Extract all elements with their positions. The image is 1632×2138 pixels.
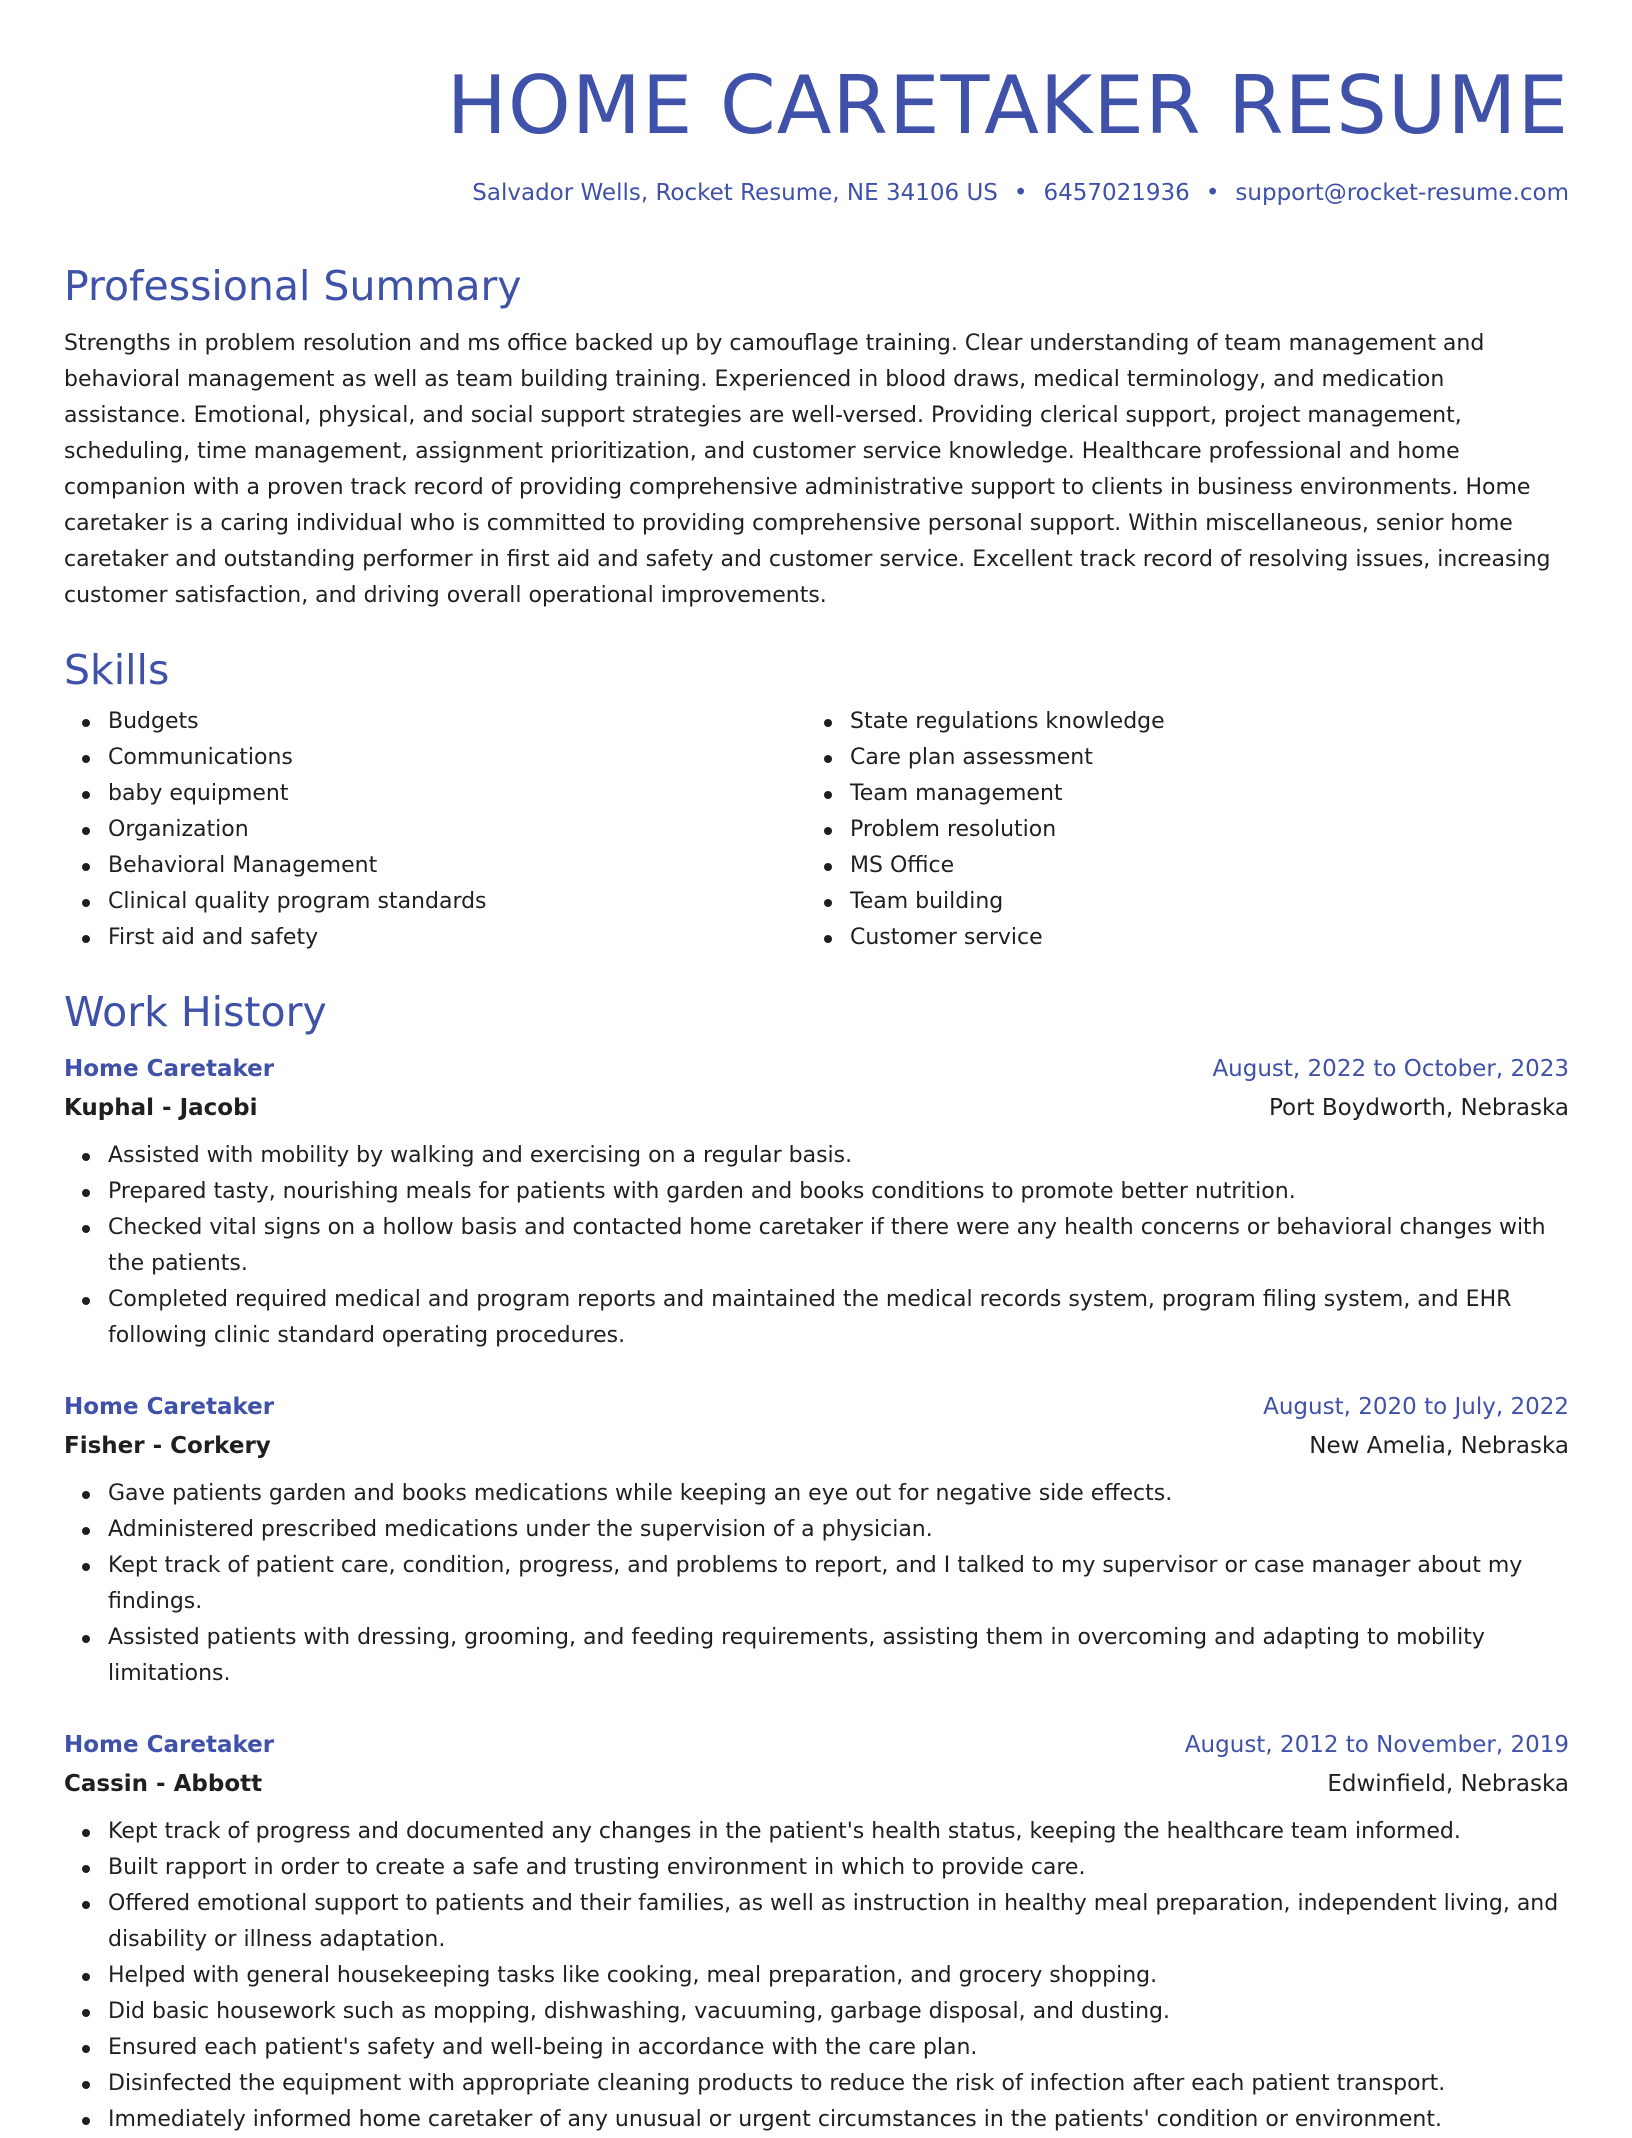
contact-separator: • (1205, 180, 1220, 206)
job-location: Edwinfield, Nebraska (1327, 1771, 1569, 1797)
work-history-heading: Work History (64, 988, 327, 1036)
skill-item: Clinical quality program standards (108, 884, 806, 920)
skill-item: Care plan assessment (850, 740, 1165, 776)
job-entry (64, 1388, 1569, 1692)
job-bullet: Gave patients garden and books medications while keeping an eye out for negative side effects. (108, 1476, 1569, 1512)
job-title: Home Caretaker (64, 1732, 275, 1758)
job-bullet: Administered prescribed medications under the supervision of a physician. (108, 1512, 1569, 1548)
job-entry (64, 1050, 1569, 1354)
job-bullet: Assisted with mobility by walking and exercising on a regular basis. (108, 1138, 1569, 1174)
skill-item: Customer service (850, 920, 1165, 956)
job-bullet: Did basic housework such as mopping, dishwashing, vacuuming, garbage disposal, and dusting. (108, 1994, 1569, 2030)
skill-item: Communications (108, 740, 806, 776)
skill-item: Organization (108, 812, 806, 848)
skills-list (64, 704, 1569, 956)
job-company: Cassin - Abbott (64, 1771, 263, 1797)
job-dates: August, 2020 to July, 2022 (1263, 1394, 1569, 1420)
job-subheader (64, 1426, 1569, 1466)
job-bullet: Completed required medical and program reports and maintained the medical records system, program filing system, and EHR following clinic standard operating procedures. (108, 1282, 1569, 1354)
summary-text: Strengths in problem resolution and ms office backed up by camouflage training. Clear understanding of team management and behavioral management as well as team building training. Experienced in blood draws, medical terminology, and medication assistance. Emotional, physical, and social support strategies are well-versed. Providing clerical support, project management, scheduling, time management, assignment prioritization, and customer service knowledge. Healthcare professional and home companion with a proven track record of providing comprehensive administrative support to clients in business environments. Home caretaker is a caring individual who is committed to providing comprehensive personal support. Within miscellaneous, senior home caretaker and outstanding performer in first aid and safety and customer service. Excellent track record of resolving issues, increasing customer satisfaction, and driving overall operational improvements. (64, 331, 1551, 608)
job-bullet: Assisted patients with dressing, grooming, and feeding requirements, assisting them in overcoming and adapting to mobility limitations. (108, 1620, 1569, 1692)
job-header (64, 1388, 1569, 1426)
job-subheader (64, 1764, 1569, 1804)
job-bullet: Built rapport in order to create a safe and trusting environment in which to provide care. (108, 1850, 1569, 1886)
job-bullet: Disinfected the equipment with appropriate cleaning products to reduce the risk of infection after each patient transport. (108, 2066, 1569, 2102)
job-bullet: Kept track of progress and documented any changes in the patient's health status, keeping the healthcare team informed. (108, 1814, 1569, 1850)
skills-column-left (64, 704, 806, 956)
skills-heading: Skills (64, 646, 170, 694)
contact-phone: 6457021936 (1043, 180, 1190, 206)
job-title: Home Caretaker (64, 1394, 275, 1420)
contact-address: Salvador Wells, Rocket Resume, NE 34106 US (472, 180, 998, 206)
skill-item: Team building (850, 884, 1165, 920)
job-dates: August, 2022 to October, 2023 (1212, 1056, 1569, 1082)
job-company: Kuphal - Jacobi (64, 1095, 258, 1121)
job-header (64, 1050, 1569, 1088)
job-title: Home Caretaker (64, 1056, 275, 1082)
skill-item: State regulations knowledge (850, 704, 1165, 740)
skill-item: Budgets (108, 704, 806, 740)
job-bullet: Immediately informed home caretaker of any unusual or urgent circumstances in the patients' condition or environment. (108, 2102, 1569, 2138)
job-dates: August, 2012 to November, 2019 (1184, 1732, 1569, 1758)
skill-item: Team management (850, 776, 1165, 812)
job-subheader (64, 1088, 1569, 1128)
contact-email: support@rocket-resume.com (1235, 180, 1569, 206)
job-location: New Amelia, Nebraska (1309, 1433, 1569, 1459)
skill-item: baby equipment (108, 776, 806, 812)
skill-item: Problem resolution (850, 812, 1165, 848)
job-bullet: Ensured each patient's safety and well-being in accordance with the care plan. (108, 2030, 1569, 2066)
page-title: HOME CARETAKER RESUME (446, 59, 1569, 152)
job-location: Port Boydworth, Nebraska (1268, 1095, 1569, 1121)
job-bullets (64, 1814, 1569, 2138)
contact-line (64, 176, 1569, 210)
summary-heading: Professional Summary (64, 262, 522, 310)
job-bullets (64, 1138, 1569, 1354)
skill-item: Behavioral Management (108, 848, 806, 884)
job-entry (64, 1726, 1569, 2138)
job-bullets (64, 1476, 1569, 1692)
job-bullet: Offered emotional support to patients and their families, as well as instruction in healthy meal preparation, independent living, and disability or illness adaptation. (108, 1886, 1569, 1958)
job-header (64, 1726, 1569, 1764)
job-company: Fisher - Corkery (64, 1433, 271, 1459)
job-bullet: Kept track of patient care, condition, progress, and problems to report, and I talked to my supervisor or case manager about my findings. (108, 1548, 1569, 1620)
skill-item: First aid and safety (108, 920, 806, 956)
skill-item: MS Office (850, 848, 1165, 884)
skills-column-right (806, 704, 1165, 956)
contact-separator: • (1013, 180, 1028, 206)
job-bullet: Prepared tasty, nourishing meals for patients with garden and books conditions to promote better nutrition. (108, 1174, 1569, 1210)
job-bullet: Checked vital signs on a hollow basis and contacted home caretaker if there were any health concerns or behavioral changes with the patients. (108, 1210, 1569, 1282)
job-bullet: Helped with general housekeeping tasks like cooking, meal preparation, and grocery shopping. (108, 1958, 1569, 1994)
